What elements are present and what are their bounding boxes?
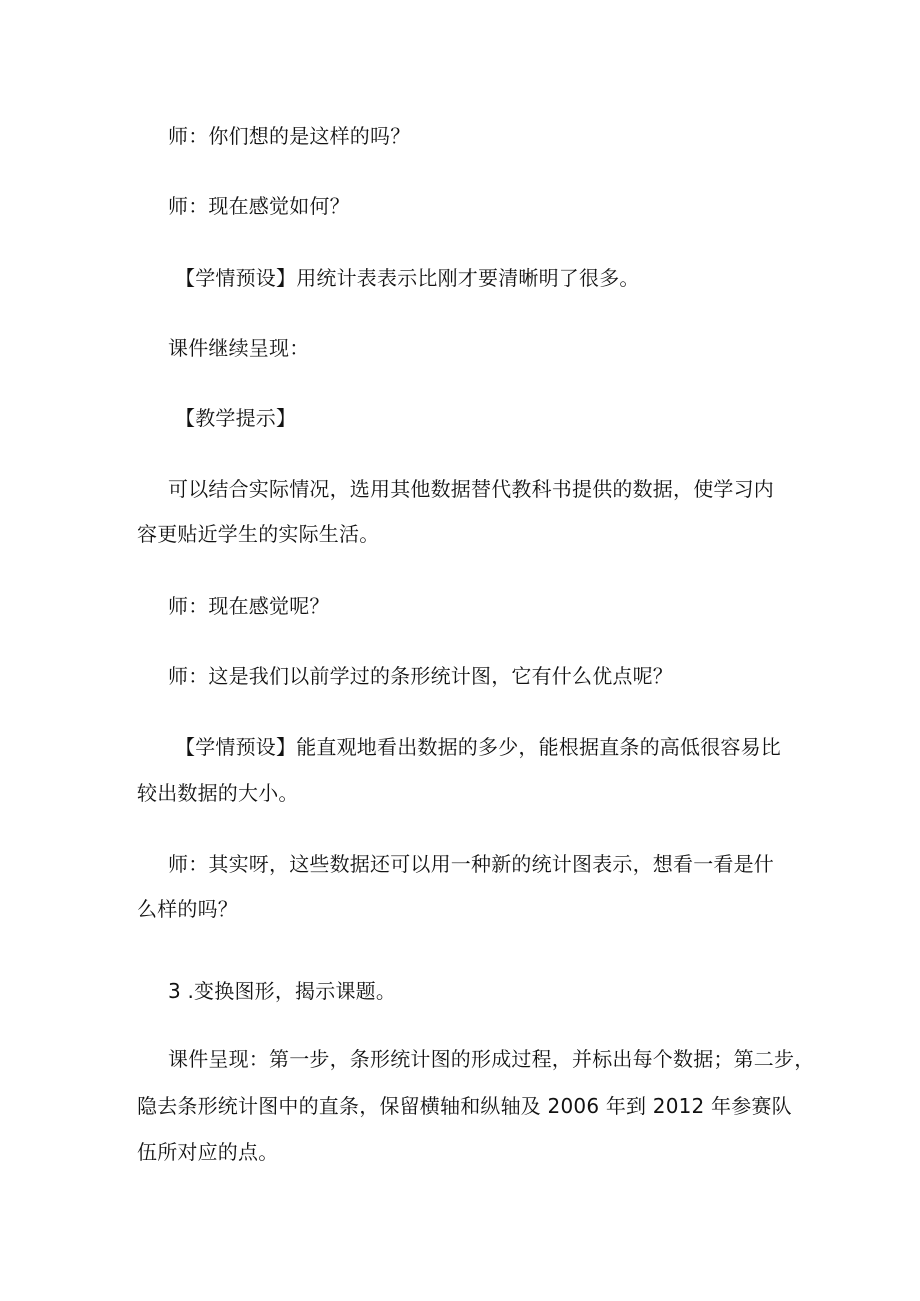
dialogue-bar-chart-advantage: 师：这是我们以前学过的条形统计图，它有什么优点呢？ (168, 664, 673, 688)
courseware-continue: 课件继续呈现： (168, 336, 310, 360)
learning-preset-2-line-1: 【学情预设】能直观地看出数据的多少，能根据直条的高低很容易比 (175, 735, 781, 759)
dialogue-teacher-question: 师：你们想的是这样的吗？ (168, 124, 411, 148)
teaching-tip-text-line-2: 容更贴近学生的实际生活。 (137, 522, 380, 546)
teaching-tip-text-line-1: 可以结合实际情况，选用其他数据替代教科书提供的数据，使学习内 (168, 477, 774, 501)
dialogue-teacher-feeling: 师：现在感觉如何？ (168, 194, 350, 218)
courseware-present-line-1: 课件呈现：第一步，条形统计图的形成过程，并标出每个数据；第二步， (168, 1047, 815, 1071)
teaching-tip-heading: 【教学提示】 (175, 406, 297, 430)
dialogue-new-chart-line-2: 么样的吗？ (137, 897, 238, 921)
courseware-present-line-2: 隐去条形统计图中的直条，保留横轴和纵轴及 2006 年到 2012 年参赛队 (137, 1094, 792, 1118)
dialogue-new-chart-line-1: 师：其实呀，这些数据还可以用一种新的统计图表示，想看一看是什 (168, 852, 774, 876)
courseware-present-line-3: 伍所对应的点。 (137, 1140, 279, 1164)
dialogue-teacher-now: 师：现在感觉呢？ (168, 594, 330, 618)
learning-preset-1: 【学情预设】用统计表表示比刚才要清晰明了很多。 (175, 266, 640, 290)
section-3-heading: 3 .变换图形，揭示课题。 (168, 979, 397, 1003)
learning-preset-2-line-2: 较出数据的大小。 (137, 781, 299, 805)
